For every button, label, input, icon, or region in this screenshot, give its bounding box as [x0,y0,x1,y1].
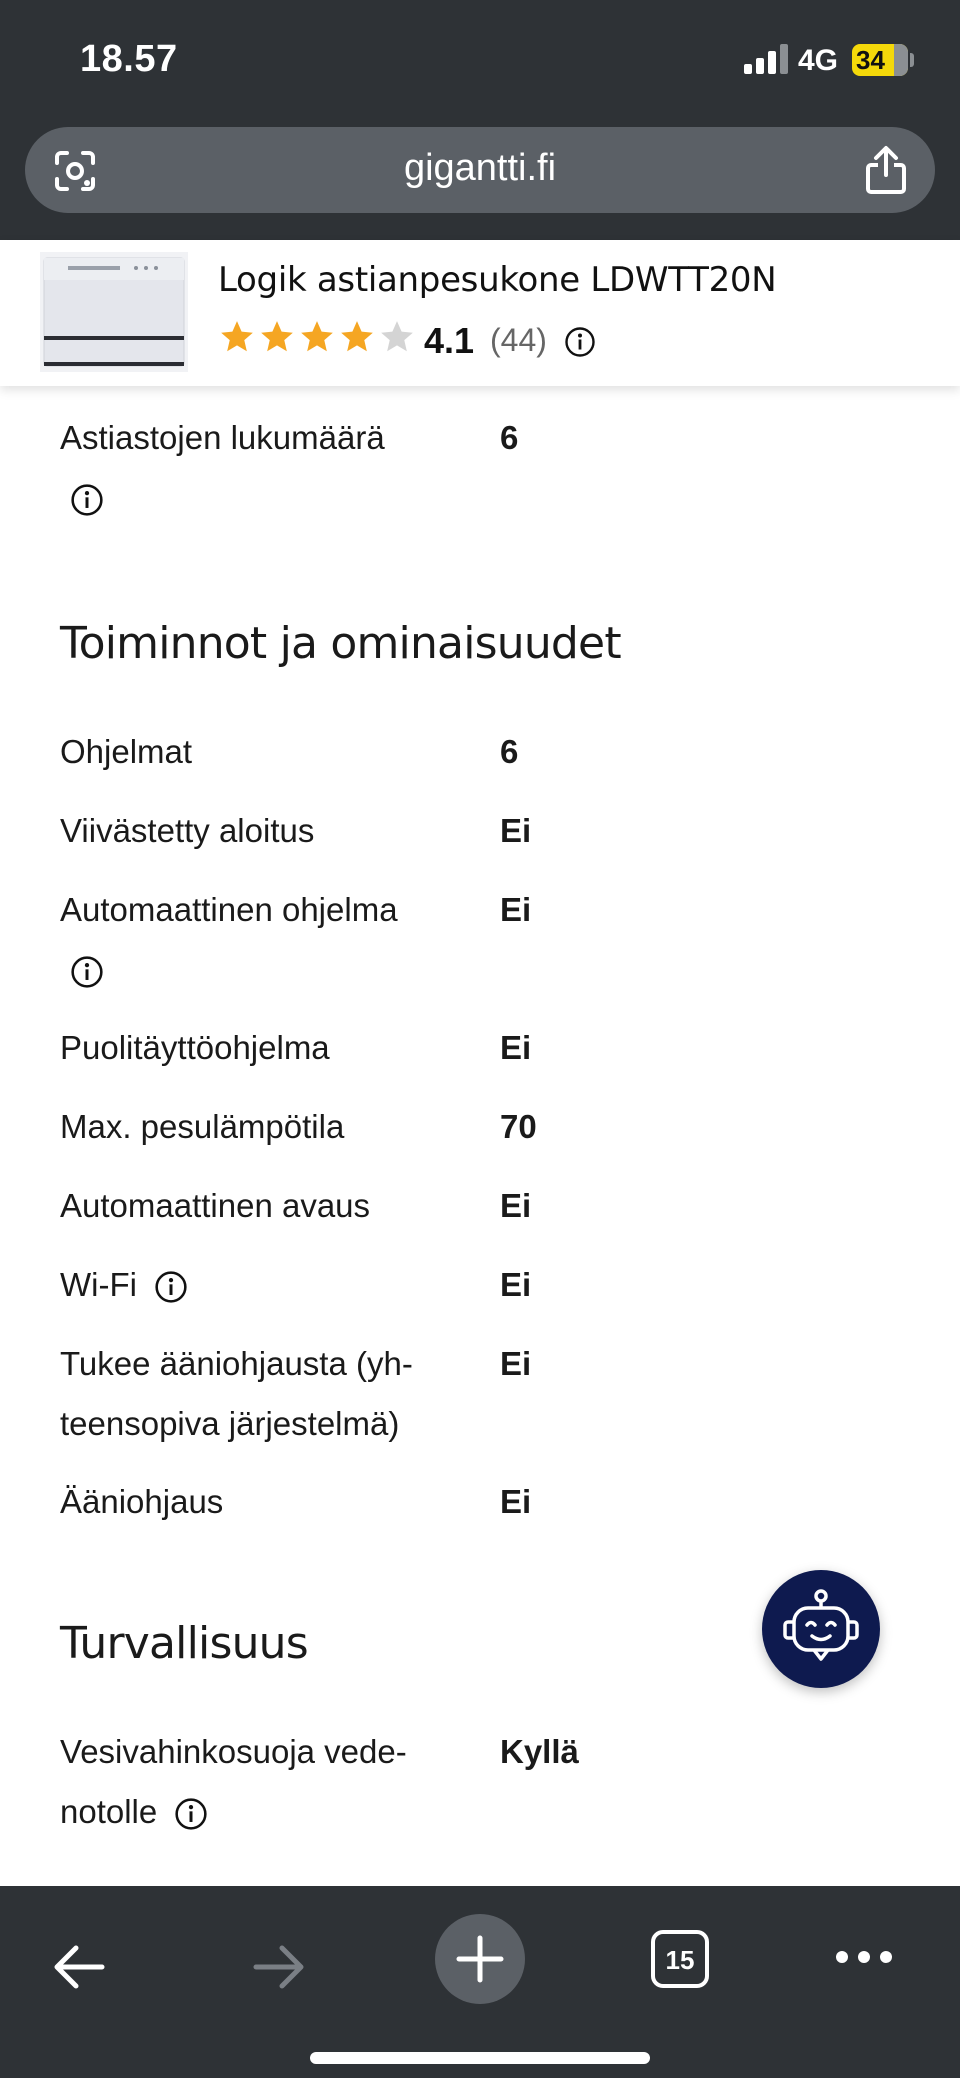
star-filled-icon [258,318,296,356]
star-empty-icon [378,318,416,356]
info-icon[interactable] [70,483,104,517]
spec-value: Ei [500,1345,532,1382]
spec-label: Tukee ääniohjausta (yh- teensopiva järjestelmä) [60,1345,413,1442]
browser-chrome [0,0,960,240]
spec-label: Automaattinen avaus [60,1187,371,1224]
spec-value: Ei [500,812,532,849]
review-count[interactable]: (44) [490,322,547,358]
spec-value: 6 [500,733,519,770]
section-title-safety: Turvallisuus [60,1618,308,1669]
home-indicator[interactable] [310,2052,650,2064]
battery-icon [852,44,908,76]
spec-label: Ohjelmat [60,733,193,770]
tabs-count: 15 [665,1945,695,1975]
url-text: gigantti.fi [403,147,557,189]
new-tab-button[interactable] [435,1914,525,2004]
star-filled-icon [338,318,376,356]
plus-icon [435,1914,525,2004]
product-title: Logik astianpesukone LDWTT20N [218,260,777,300]
sticky-product-header[interactable] [0,240,960,386]
section-title-functions: Toiminnot ja ominaisuudet [60,618,621,669]
info-icon[interactable] [564,326,596,358]
spec-label: Puolitäyttöohjelma [60,1029,330,1066]
info-icon[interactable] [154,1270,188,1304]
star-filled-icon [298,318,336,356]
spec-label: Vesivahinkosuoja vede- notolle [60,1733,407,1830]
signal-icon [744,44,788,74]
spec-value: Kyllä [500,1733,579,1770]
chat-assistant-button[interactable] [762,1570,880,1688]
spec-value: Ei [500,1187,532,1224]
spec-value: Ei [500,1483,532,1520]
battery-cap [910,53,914,67]
spec-value: Ei [500,1029,532,1066]
spec-label: Viivästetty aloitus [60,812,315,849]
rating-stars [218,318,416,360]
browser-toolbar [0,1886,960,2078]
robot-icon [776,1584,866,1674]
star-filled-icon [218,318,256,356]
rating-value: 4.1 [424,320,475,361]
spec-value: Ei [500,1266,532,1303]
product-image [40,252,188,372]
tabs-button[interactable] [651,1930,709,1988]
info-icon[interactable] [70,955,104,989]
back-arrow-icon[interactable] [48,1936,110,1998]
more-icon[interactable] [834,1942,894,1972]
status-time: 18.57 [80,38,178,80]
spec-label: Automaattinen ohjelma [60,880,460,1000]
info-icon[interactable] [174,1797,208,1831]
network-label: 4G [798,44,839,77]
spec-label: Max. pesulämpötila [60,1108,345,1145]
spec-label: Astiastojen lukumäärä [60,408,460,528]
spec-label: Ääniohjaus [60,1483,224,1520]
spec-value: 70 [500,1108,537,1145]
spec-value: 6 [500,419,519,456]
spec-value: Ei [500,891,532,928]
forward-arrow-icon[interactable] [248,1936,310,1998]
address-bar[interactable] [25,127,935,213]
battery-level: 34 [856,45,885,75]
share-icon[interactable] [863,145,909,195]
spec-label: Wi-Fi [60,1255,460,1315]
